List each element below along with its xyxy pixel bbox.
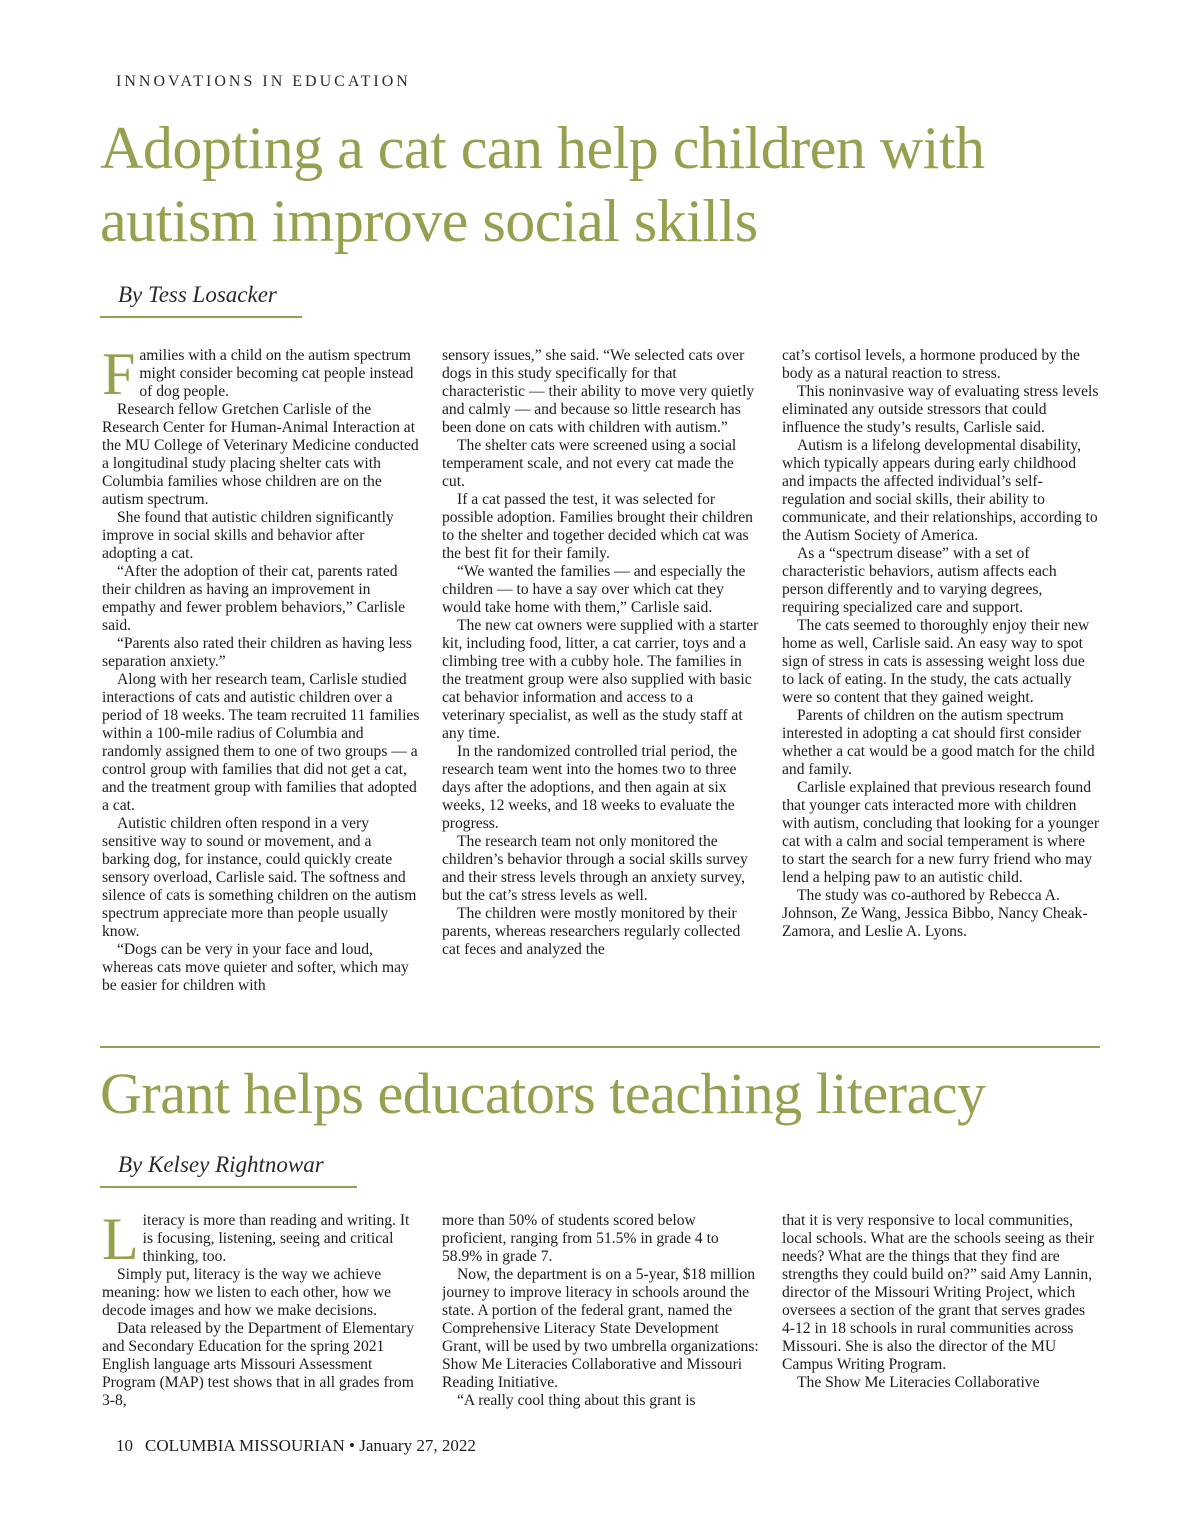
paragraph-text: iteracy is more than reading and writing. It is focusing, listening, seeing and critical thinking, too. [142,1212,410,1265]
article-1-paragraph: cat’s cortisol levels, a hormone produced by the body as a natural reaction to stress. [782,347,1080,382]
article-1-paragraph: “Parents also rated their children as having less separation anxiety.” [102,635,412,670]
byline-rule [100,1186,357,1188]
article-1-paragraph: The shelter cats were screened using a social temperament scale, and not every cat made the cut. [442,437,737,490]
article-2-headline: Grant helps educators teaching literacy [100,1061,986,1126]
article-2-paragraph: Now, the department is on a 5-year, $18 million journey to improve literacy in schools around the state. A portion of the federal grant, named the Comprehensive Literacy State Development Grant, will be used by two umbrella organizations: Show Me Literacies Collaborative and Missouri Reading Initiative. [442,1266,759,1391]
article-1-paragraph: She found that autistic children significantly improve in social skills and behavior after adopting a cat. [102,509,394,562]
article-2-paragraph: The Show Me Literacies Collaborative [797,1374,1040,1391]
article-1-paragraph: The research team not only monitored the children’s behavior through a social skills survey and their stress levels through an anxiety survey, but the cat’s stress levels as well. [442,833,748,904]
section-divider [100,1046,1100,1048]
article-1-paragraph: “We wanted the families — and especially the children — to have a say over which cat they would take home with them,” Carlisle said. [442,563,746,616]
article-1-paragraph: Carlisle explained that previous research found that younger cats interacted more with children with autism, concluding that looking for a younger cat with a calm and social temperament is where to start the search for a new furry friend who may lend a helping paw to an autistic child. [782,779,1100,886]
article-1-column-3 [782,347,1100,1037]
article-1-column-1 [102,347,420,1037]
article-1-paragraph: “Dogs can be very in your face and loud, whereas cats move quieter and softer, which may be easier for children with [102,941,409,994]
article-1-column-2 [442,347,760,1037]
article-1-headline: Adopting a cat can help children with autism improve social skills [100,115,985,254]
article-1-paragraph: Autism is a lifelong developmental disability, which typically appears during early childhood and impacts the affected individual’s self-regulation and social skills, their ability to communicate, and their relationships, according to the Autism Society of America. [782,437,1098,544]
byline-rule [100,316,302,318]
article-1-paragraph: This noninvasive way of evaluating stress levels eliminated any outside stressors that could influence the study’s results, Carlisle said. [782,383,1099,436]
article-1-paragraph: If a cat passed the test, it was selected for possible adoption. Families brought their children to the shelter and together decided which cat was the best fit for their family. [442,491,753,562]
article-1-paragraph: The cats seemed to thoroughly enjoy their new home as well, Carlisle said. An easy way to spot sign of stress in cats is assessing weight loss due to lack of eating. In the study, the cats actually were so content that they gained weight. [782,617,1090,706]
article-2-paragraph: Simply put, literacy is the way we achieve meaning: how we listen to each other, how we decode images and how we make decisions. [102,1266,392,1319]
article-1-byline: By Tess Losacker [118,282,277,307]
article-2-paragraph: more than 50% of students scored below proficient, ranging from 51.5% in grade 4 to 58.9% in grade 7. [442,1212,719,1265]
page-number: 10 [116,1436,133,1455]
article-1-paragraph: sensory issues,” she said. “We selected cats over dogs in this study specifically for that characteristic — their ability to move very quietly and calmly — and because so little research has been done on cats with children with autism.” [442,347,755,436]
page-footer [116,1436,476,1456]
article-1-paragraph: The children were mostly monitored by their parents, whereas researchers regularly collected cat feces and analyzed the [442,905,741,958]
article-1-paragraph: The new cat owners were supplied with a starter kit, including food, litter, a cat carrier, toys and a climbing tree with a cubby hole. The families in the treatment group were also supplied with basic cat behavior information and access to a veterinary specialist, as well as the study staff at any time. [442,617,759,742]
article-2-byline: By Kelsey Rightnowar [118,1152,324,1177]
article-2-column-3 [782,1212,1100,1484]
publication-line: COLUMBIA MISSOURIAN • January 27, 2022 [145,1436,476,1455]
article-1-body [102,347,1102,1037]
article-2-column-2 [442,1212,760,1484]
article-1-paragraph: Autistic children often respond in a very sensitive way to sound or movement, and a barking dog, for instance, could quickly create sensory overload, Carlisle said. The softness and silence of cats is something children on the autism spectrum appreciate more than people usually know. [102,815,417,940]
article-1-paragraph: Research fellow Gretchen Carlisle of the Research Center for Human-Animal Interaction at the MU College of Veterinary Medicine conducted a longitudinal study placing shelter cats with Columbia families whose children are on the autism spectrum. [102,401,419,508]
drop-cap: L [102,1212,139,1272]
article-1-paragraph: “After the adoption of their cat, parents rated their children as having an improvement in empathy and fewer problem behaviors,” Carlisle said. [102,563,406,634]
article-1-paragraph: As a “spectrum disease” with a set of characteristic behaviors, autism affects each person differently and to varying degrees, requiring specialized care and support. [782,545,1057,616]
article-1-paragraph: Parents of children on the autism spectrum interested in adopting a cat should first consider whether a cat would be a good match for the child and family. [782,707,1095,778]
article-2-paragraph [102,1212,420,1272]
section-label: INNOVATIONS IN EDUCATION [116,73,411,90]
article-1-paragraph: The study was co-authored by Rebecca A. Johnson, Ze Wang, Jessica Bibbo, Nancy Cheak-Zamora, and Leslie A. Lyons. [782,887,1088,940]
article-1-paragraph: In the randomized controlled trial period, the research team went into the homes two to three days after the adoptions, and then again at six weeks, 12 weeks, and 18 weeks to evaluate the progress. [442,743,738,832]
article-1-paragraph [102,347,420,407]
drop-cap: F [102,347,136,407]
article-2-paragraph: Data released by the Department of Elementary and Secondary Education for the spring 2021 English language arts Missouri Assessment Program (MAP) test shows that in all grades from 3-8, [102,1320,415,1409]
article-2-paragraph: that it is very responsive to local communities, local schools. What are the schools seeing as their needs? What are the things that they find are strengths they could build on?” said Amy Lannin, director of the Missouri Writing Project, which oversees a section of the grant that serves grades 4-12 in 18 schools in rural communities across Missouri. She is also the director of the MU Campus Writing Program. [782,1212,1094,1373]
article-1-paragraph: Along with her research team, Carlisle studied interactions of cats and autistic children over a period of 18 weeks. The team recruited 11 families within a 100-mile radius of Columbia and randomly assigned them to one of two groups — a control group with families that did not get a cat, and the treatment group with families that adopted a cat. [102,671,420,814]
article-2-paragraph: “A really cool thing about this grant is [457,1392,696,1409]
paragraph-text: amilies with a child on the autism spectrum might consider becoming cat people instead of dog people. [139,347,414,400]
